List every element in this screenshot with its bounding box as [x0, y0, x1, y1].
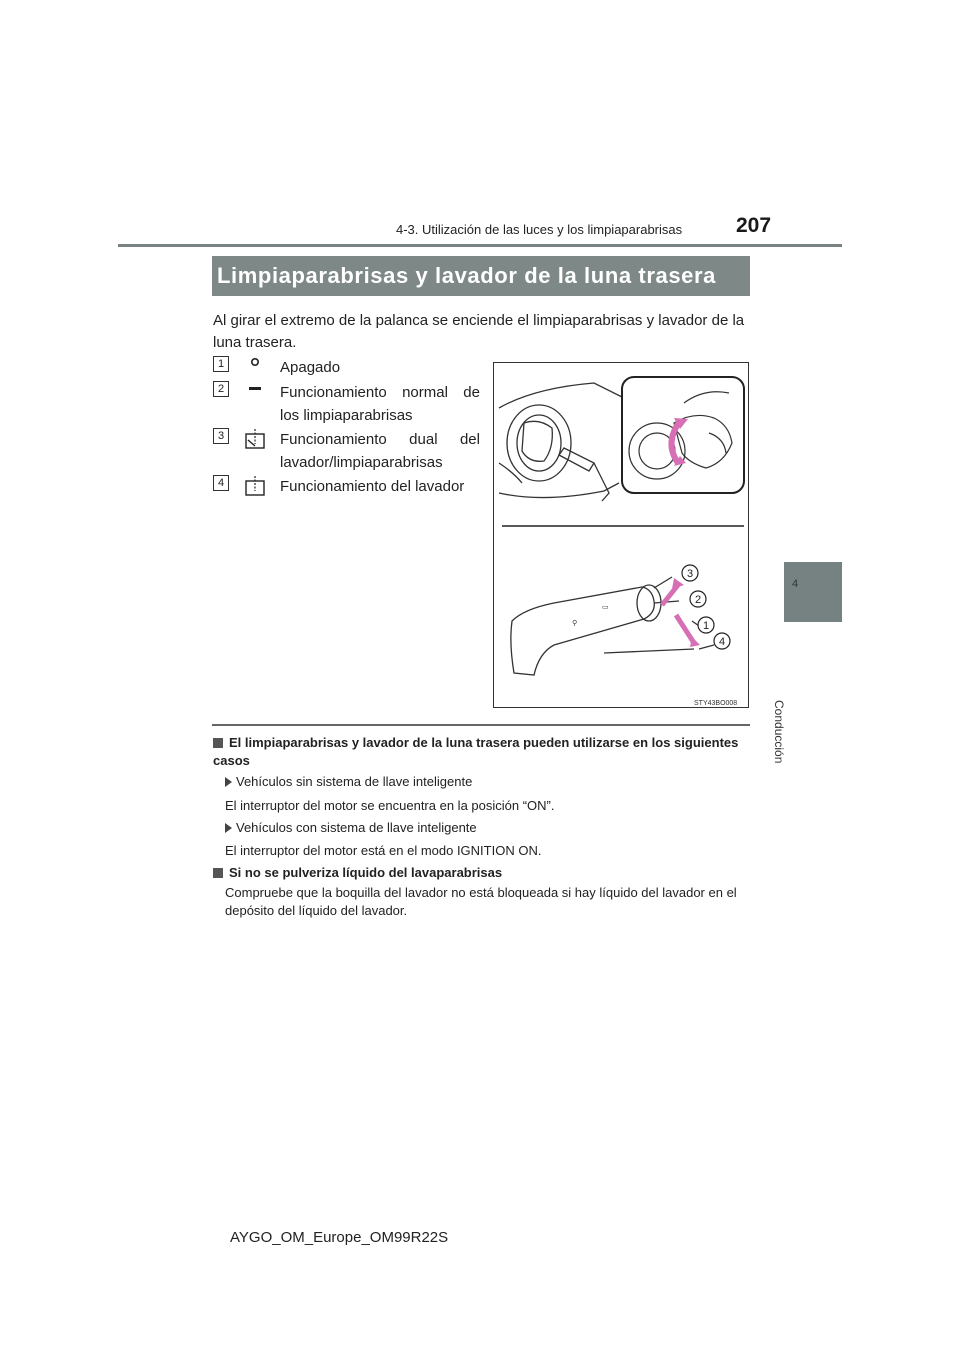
item-number: 2	[213, 381, 229, 397]
illustration-drawing	[494, 363, 749, 708]
intro-paragraph: Al girar el extremo de la palanca se enciende el limpiaparabrisas y lavador de la luna trasera.	[213, 312, 745, 351]
chapter-tab-label: Conducción	[772, 700, 786, 764]
note-text: El interruptor del motor se encuentra en la posición “ON”.	[225, 798, 555, 813]
callout-2-label: 2	[694, 594, 702, 606]
zoom-inset	[622, 377, 744, 493]
callout-3	[682, 565, 698, 581]
callout-2	[690, 591, 706, 607]
callout-1	[698, 617, 714, 633]
svg-text:▭: ▭	[602, 603, 609, 611]
callout-4	[714, 633, 730, 649]
square-bullet-icon	[213, 868, 223, 878]
rear-wiper-washer-icon	[243, 428, 267, 450]
callout-3-label: 3	[686, 568, 694, 580]
document-footer: AYGO_OM_Europe_OM99R22S	[230, 1229, 449, 1246]
sub-bullet	[225, 820, 477, 835]
triangle-bullet-icon	[225, 777, 232, 787]
chapter-tab-number: 4	[792, 578, 799, 590]
callout-1-label: 1	[702, 620, 710, 632]
svg-text:⚲: ⚲	[572, 619, 578, 627]
note-text: Compruebe que la boquilla del lavador no está bloqueada si hay líquido del lavador en el depósito del líquido del lavador.	[225, 885, 737, 918]
item-number: 3	[213, 428, 229, 444]
square-bullet-icon	[213, 738, 223, 748]
note-heading-text: Si no se pulveriza líquido del lavaparabrisas	[229, 865, 503, 880]
note-heading	[213, 734, 748, 770]
item-number: 4	[213, 475, 229, 491]
callout-4-label: 4	[718, 636, 726, 648]
wiper-lever-illustration	[493, 362, 749, 708]
item-number: 1	[213, 356, 229, 372]
section-title: Limpiaparabrisas y lavador de la luna trasera	[212, 256, 750, 296]
item-text: Apagado	[280, 359, 341, 376]
item-text: Funcionamiento normal de los limpiaparabrisas	[280, 384, 480, 424]
page-number: 207	[736, 214, 772, 237]
note-heading-text: El limpiaparabrisas y lavador de la luna trasera pueden utilizarse en los siguientes casos	[213, 735, 739, 768]
sub-bullet	[225, 774, 472, 789]
sub-bullet-text: Vehículos sin sistema de llave inteligente	[236, 774, 473, 789]
item-text: Funcionamiento dual del lavador/limpiaparabrisas	[280, 431, 480, 471]
figure-code: STY43BO008	[694, 700, 738, 707]
normal-dash-icon	[243, 381, 267, 403]
header-rule	[118, 244, 842, 247]
chapter-tab[interactable]	[784, 562, 842, 622]
triangle-bullet-icon	[225, 823, 232, 833]
off-circle-icon	[243, 356, 267, 378]
section-header: 4-3. Utilización de las luces y los limpiaparabrisas	[396, 222, 683, 237]
item-text: Funcionamiento del lavador	[280, 478, 465, 495]
steering-wheel-drawing	[499, 383, 624, 501]
sub-bullet-text: Vehículos con sistema de llave inteligente	[236, 820, 477, 835]
note-heading	[213, 864, 748, 882]
notes-rule	[212, 724, 750, 726]
note-text: El interruptor del motor está en el modo IGNITION ON.	[225, 843, 542, 858]
rear-washer-icon	[243, 475, 267, 497]
